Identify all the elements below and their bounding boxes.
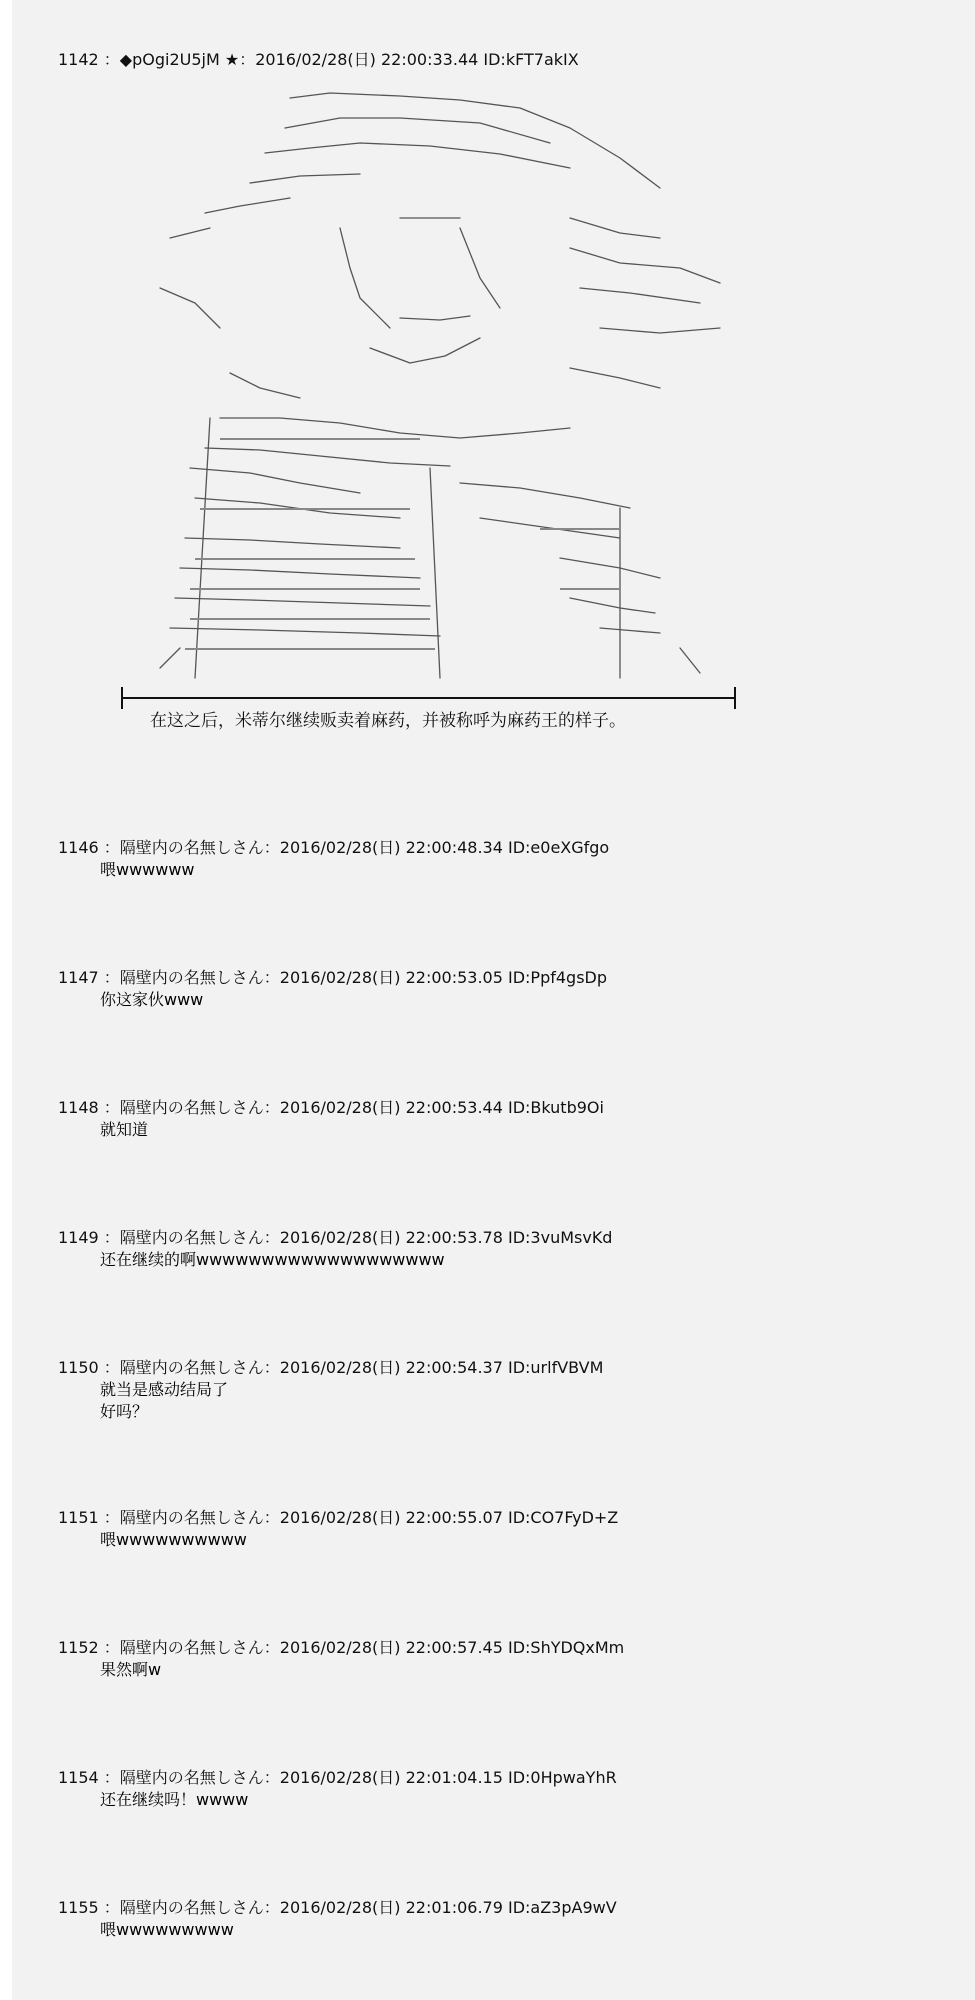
- post-body: 你这家伙www: [100, 990, 204, 1009]
- post-body: 还在继续的啊wwwwwwwwwwwwwwwwwww: [100, 1250, 445, 1269]
- post-header: 1154 ：隔壁内の名無しさん：2016/02/28(日) 22:01:04.15 ID:0HpwaYhR: [58, 1768, 617, 1787]
- post-header: 1146 ：隔壁内の名無しさん：2016/02/28(日) 22:00:48.34 ID:e0eXGfgo: [58, 838, 610, 857]
- post-body: 就知道: [100, 1120, 149, 1139]
- post-body: 喂wwwwww: [100, 860, 195, 879]
- post-body: 就当是感动结局了: [100, 1380, 229, 1399]
- ascii-art-drawing: [100, 88, 760, 688]
- thread-page: [12, 0, 975, 2000]
- post-header: 1155 ：隔壁内の名無しさん：2016/02/28(日) 22:01:06.79 ID:aZ3pA9wV: [58, 1898, 617, 1917]
- post-header: 1150 ：隔壁内の名無しさん：2016/02/28(日) 22:00:54.37 ID:urlfVBVM: [58, 1358, 604, 1377]
- post-body: 好吗？: [100, 1402, 149, 1421]
- post-header: 1142 ：◆pOgi2U5jM ★：2016/02/28(日) 22:00:33.44 ID:kFT7akIX: [58, 50, 579, 69]
- post-body: 果然啊w: [100, 1660, 162, 1679]
- post-body: 还在继续吗！wwww: [100, 1790, 249, 1809]
- divider-right-tick: [734, 687, 736, 709]
- post-header: 1152 ：隔壁内の名無しさん：2016/02/28(日) 22:00:57.45 ID:ShYDQxMm: [58, 1638, 625, 1657]
- post-body: 喂wwwwwwwww: [100, 1920, 234, 1939]
- post-header: 1147 ：隔壁内の名無しさん：2016/02/28(日) 22:00:53.05 ID:Ppf4gsDp: [58, 968, 608, 987]
- caption-divider: [122, 697, 736, 699]
- post-body: 喂wwwwwwwwww: [100, 1530, 247, 1549]
- ascii-art-illustration: [100, 88, 760, 688]
- art-caption: 在这之后，米蒂尔继续贩卖着麻药，并被称呼为麻药王的样子。: [150, 711, 626, 731]
- post-header: 1151 ：隔壁内の名無しさん：2016/02/28(日) 22:00:55.07 ID:CO7FyD+Z: [58, 1508, 619, 1527]
- post-header: 1149 ：隔壁内の名無しさん：2016/02/28(日) 22:00:53.78 ID:3vuMsvKd: [58, 1228, 613, 1247]
- divider-left-tick: [121, 687, 123, 709]
- post-header: 1148 ：隔壁内の名無しさん：2016/02/28(日) 22:00:53.44 ID:Bkutb9Oi: [58, 1098, 604, 1117]
